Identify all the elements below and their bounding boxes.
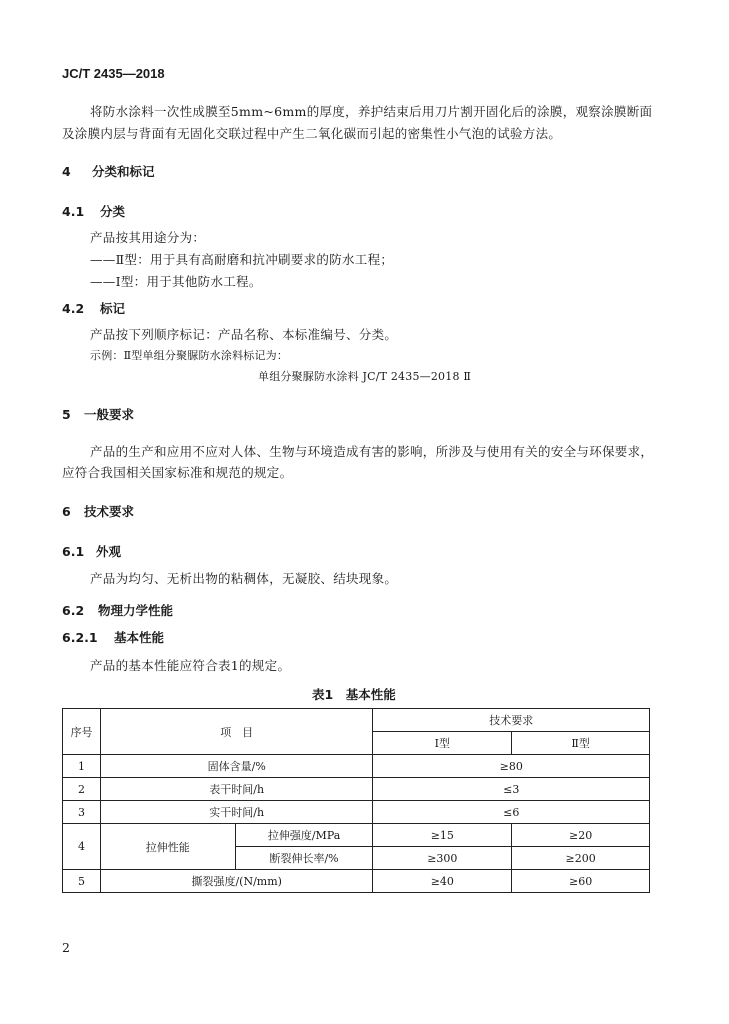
row-sub-item: 拉伸强度/MPa [235, 824, 373, 847]
table-header-row [63, 709, 650, 732]
row-value: ≤3 [373, 778, 650, 801]
basic-performance-table [62, 708, 650, 893]
header-serial-no: 序号 [63, 709, 101, 755]
section-title: 分类 [100, 204, 126, 219]
row-number: 4 [63, 824, 101, 870]
section-4-heading [62, 162, 155, 180]
row-number: 5 [63, 870, 101, 893]
table-row [63, 778, 650, 801]
classification-intro: 产品按其用途分为： [90, 230, 206, 245]
row-value: ≤6 [373, 801, 650, 824]
section-number: 4.1 [62, 204, 85, 219]
row-number: 3 [63, 801, 101, 824]
section-number: 5 [62, 407, 71, 422]
marking-order: 产品按下列顺序标记：产品名称、本标准编号、分类。 [90, 327, 398, 342]
section-title: 技术要求 [84, 504, 135, 519]
section-title: 标记 [100, 301, 126, 316]
row-number: 2 [63, 778, 101, 801]
standard-code-header: JC/T 2435—2018 [62, 66, 165, 81]
section-4-2-heading [62, 299, 125, 317]
table-row [63, 801, 650, 824]
page-number: 2 [62, 940, 71, 955]
row-type-1-value: ≥300 [373, 847, 512, 870]
section-title: 一般要求 [84, 407, 135, 422]
header-type-1: Ⅰ型 [373, 732, 512, 755]
section-number: 4.2 [62, 301, 85, 316]
row-number: 1 [63, 755, 101, 778]
marking-sample: 单组分聚脲防水涂料 JC/T 2435—2018 Ⅱ [258, 370, 472, 383]
section-number: 6.2 [62, 603, 85, 618]
section-number: 6.2.1 [62, 630, 98, 645]
general-requirement-line-2: 应符合我国相关国家标准和规范的规定。 [62, 465, 293, 480]
section-4-1-heading [62, 202, 125, 220]
section-title: 物理力学性能 [98, 603, 174, 618]
section-6-1-heading [62, 542, 121, 560]
row-type-1-value: ≥15 [373, 824, 512, 847]
row-item: 撕裂强度/(N/mm) [100, 870, 373, 893]
section-6-2-1-heading [62, 628, 164, 646]
section-6-2-heading [62, 601, 173, 619]
classification-type-1: ——Ⅰ型：用于其他防水工程。 [90, 274, 262, 289]
classification-type-2: ——Ⅱ型：用于具有高耐磨和抗冲刷要求的防水工程； [90, 252, 394, 267]
section-title: 外观 [96, 544, 122, 559]
row-type-2-value: ≥200 [512, 847, 650, 870]
table-caption: 表1 基本性能 [312, 687, 396, 702]
basic-performance-note: 产品的基本性能应符合表1的规定。 [90, 658, 291, 673]
row-value: ≥80 [373, 755, 650, 778]
appearance-requirement: 产品为均匀、无析出物的粘稠体，无凝胶、结块现象。 [90, 571, 398, 586]
table-row [63, 824, 650, 847]
section-6-heading [62, 502, 134, 520]
intro-line-1: 将防水涂料一次性成膜至5mm~6mm的厚度，养护结束后用刀片割开固化后的涂膜，观察涂膜断面 [90, 104, 653, 119]
row-item: 固体含量/% [100, 755, 373, 778]
row-group-label: 拉伸性能 [100, 824, 235, 870]
row-item: 表干时间/h [100, 778, 373, 801]
section-title: 基本性能 [114, 630, 165, 645]
row-sub-item: 断裂伸长率/% [235, 847, 373, 870]
header-tech-requirements: 技术要求 [373, 709, 650, 732]
row-type-2-value: ≥60 [512, 870, 650, 893]
section-number: 6 [62, 504, 71, 519]
header-item: 项 目 [100, 709, 373, 755]
table-row [63, 870, 650, 893]
section-5-heading [62, 405, 134, 423]
marking-example: 示例：Ⅱ型单组分聚脲防水涂料标记为： [90, 349, 289, 362]
header-type-2: Ⅱ型 [512, 732, 650, 755]
row-item: 实干时间/h [100, 801, 373, 824]
section-number: 6.1 [62, 544, 85, 559]
intro-line-2: 及涂膜内层与背面有无固化交联过程中产生二氧化碳而引起的密集性小气泡的试验方法。 [62, 126, 562, 141]
row-type-2-value: ≥20 [512, 824, 650, 847]
section-number: 4 [62, 164, 71, 179]
section-title: 分类和标记 [92, 164, 155, 179]
table-row [63, 755, 650, 778]
general-requirement-line-1: 产品的生产和应用不应对人体、生物与环境造成有害的影响，所涉及与使用有关的安全与环保要求， [90, 444, 654, 459]
row-type-1-value: ≥40 [373, 870, 512, 893]
